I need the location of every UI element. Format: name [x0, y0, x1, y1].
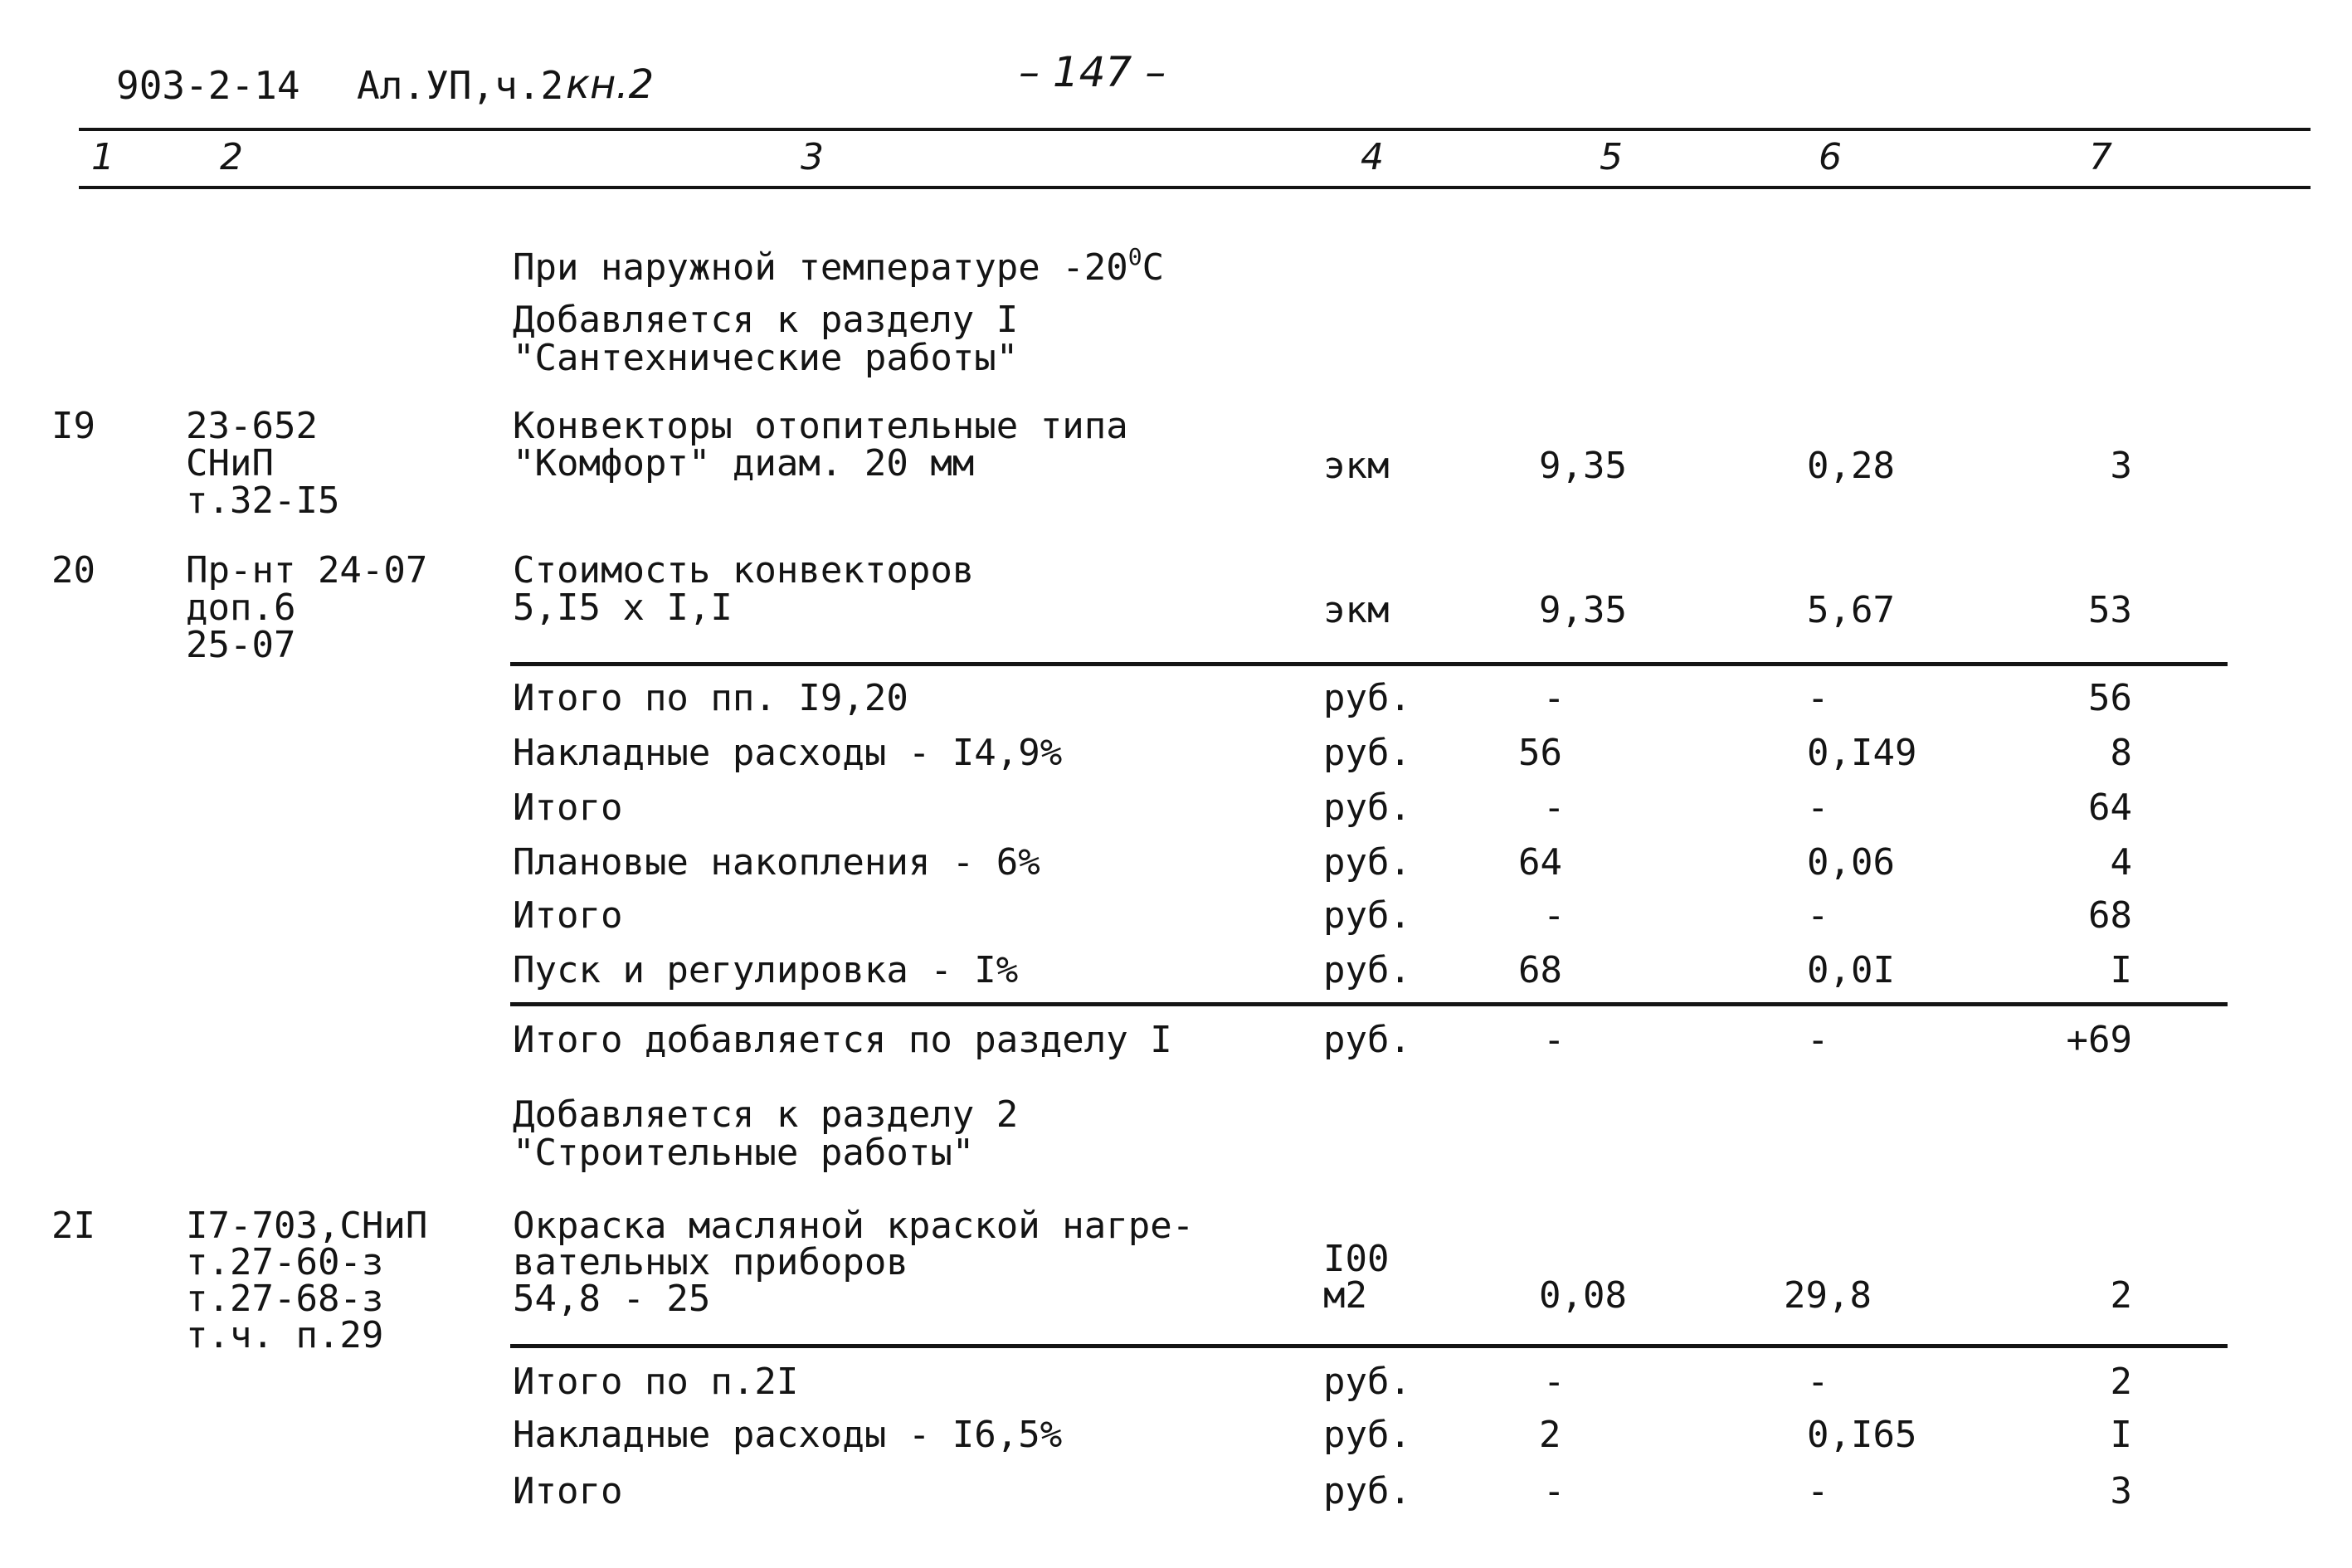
summary-base: 2 [1539, 1414, 1561, 1456]
item21-desc-line1: Окраска масляной краской нагре- [513, 1205, 1195, 1247]
summary-total: 4 [2110, 841, 2132, 884]
summary-total: 8 [2110, 732, 2132, 774]
item20-price: 5,67 [1807, 589, 1895, 631]
item21-ref-line3: т.27-68-з [186, 1278, 384, 1320]
subtotal-rule-1 [510, 662, 2228, 666]
album-ref: Ал.УП,ч.2 [357, 63, 564, 108]
summary-total: I [2110, 1414, 2132, 1456]
summary-unit: руб. [1323, 786, 1411, 829]
summary-rate: - [1807, 1361, 1829, 1403]
column-header-5: 5 [1600, 136, 1623, 178]
summary-total: 2 [2110, 1361, 2132, 1403]
item19-unit: экм [1323, 445, 1390, 487]
summary-total: 56 [2088, 677, 2132, 719]
section2-heading-line2: "Строительные работы" [513, 1132, 975, 1174]
book-ref: кн.2 [566, 61, 655, 108]
summary-label: Итого [513, 786, 623, 829]
item20-total: 53 [2088, 589, 2132, 631]
summary-base: 64 [1518, 841, 1562, 884]
section1-total-rate: - [1807, 1019, 1829, 1061]
item21-ref-line4: т.ч. п.29 [186, 1314, 384, 1356]
summary-label: Итого [513, 1470, 623, 1512]
item19-ref-line2: СНиП [186, 442, 274, 485]
column-header-1: 1 [91, 136, 114, 178]
summary-base: - [1543, 1470, 1566, 1512]
summary-unit: руб. [1323, 732, 1411, 774]
column-header-4: 4 [1361, 136, 1384, 178]
item20-number: 20 [51, 549, 95, 592]
section1-heading-line1: Добавляется к разделу I [513, 299, 1019, 341]
summary-label: Накладные расходы - I4,9% [513, 732, 1063, 774]
summary-label: Плановые накопления - 6% [513, 841, 1040, 884]
summary-label: Итого по пп. I9,20 [513, 677, 908, 719]
item21-unit-line2: м2 [1323, 1274, 1367, 1317]
summary-total: 64 [2088, 786, 2132, 829]
summary-unit: руб. [1323, 894, 1411, 937]
item19-total: 3 [2110, 445, 2132, 487]
section1-total-value: +69 [2066, 1019, 2132, 1061]
column-header-6: 6 [1819, 136, 1842, 178]
summary-unit: руб. [1323, 1361, 1411, 1403]
summary-rate: - [1807, 894, 1829, 937]
summary-rate: 0,06 [1807, 841, 1895, 884]
item20-unit: экм [1323, 589, 1390, 631]
item20-qty: 9,35 [1539, 589, 1627, 631]
summary-label: Итого [513, 894, 623, 937]
subtotal-rule-3 [510, 1344, 2228, 1348]
summary-rate: - [1807, 677, 1829, 719]
item21-desc-line3: 54,8 - 25 [513, 1278, 711, 1320]
summary-unit: руб. [1323, 1470, 1411, 1512]
summary-label: Пуск и регулировка - I% [513, 949, 1019, 991]
section2-heading-line1: Добавляется к разделу 2 [513, 1093, 1019, 1136]
item19-ref-line3: т.32-I5 [186, 480, 340, 522]
summary-total: 68 [2088, 894, 2132, 937]
header-bottom-rule [79, 186, 2311, 189]
section1-total-unit: руб. [1323, 1019, 1411, 1061]
item20-desc-line1: Стоимость конвекторов [513, 549, 975, 592]
item21-total: 2 [2110, 1274, 2132, 1317]
summary-base: - [1543, 786, 1566, 829]
summary-unit: руб. [1323, 677, 1411, 719]
item19-qty: 9,35 [1539, 445, 1627, 487]
header-top-rule [79, 128, 2311, 131]
item21-price: 29,8 [1784, 1274, 1872, 1317]
summary-rate: 0,I65 [1807, 1414, 1917, 1456]
summary-rate: - [1807, 786, 1829, 829]
summary-base: 68 [1518, 949, 1562, 991]
summary-unit: руб. [1323, 841, 1411, 884]
item20-ref-line3: 25-07 [186, 624, 296, 666]
item21-number: 2I [51, 1205, 95, 1247]
summary-label: Итого по п.2I [513, 1361, 799, 1403]
item19-desc-line2: "Комфорт" диам. 20 мм [513, 442, 975, 485]
section1-total-label: Итого добавляется по разделу I [513, 1019, 1172, 1061]
summary-unit: руб. [1323, 1414, 1411, 1456]
doc-code: 903-2-14 [116, 63, 300, 108]
summary-unit: руб. [1323, 949, 1411, 991]
page-number: – 147 – [1019, 48, 1166, 96]
item19-desc-line1: Конвекторы отопительные типа [513, 405, 1128, 447]
summary-rate: 0,I49 [1807, 732, 1917, 774]
item21-unit-line1: I00 [1323, 1238, 1390, 1280]
item19-ref-line1: 23-652 [186, 405, 318, 447]
column-header-2: 2 [220, 136, 243, 178]
item20-ref-line1: Пр-нт 24-07 [186, 549, 428, 592]
summary-total: 3 [2110, 1470, 2132, 1512]
summary-base: 56 [1518, 732, 1562, 774]
summary-base: - [1543, 677, 1566, 719]
item21-desc-line2: вательных приборов [513, 1241, 908, 1283]
summary-label: Накладные расходы - I6,5% [513, 1414, 1063, 1456]
section1-total-base: - [1543, 1019, 1566, 1061]
item21-ref-line1: I7-703,СНиП [186, 1205, 428, 1247]
section-condition: При наружной температуре $-20^0С$ [513, 243, 1165, 289]
item21-ref-line2: т.27-60-з [186, 1241, 384, 1283]
summary-base: - [1543, 1361, 1566, 1403]
summary-total: I [2110, 949, 2132, 991]
item21-qty: 0,08 [1539, 1274, 1627, 1317]
item19-number: I9 [51, 405, 95, 447]
section1-heading-line2: "Сантехнические работы" [513, 337, 1019, 379]
item20-desc-line2: 5,I5 x I,I [513, 587, 733, 629]
item20-ref-line2: доп.6 [186, 587, 296, 629]
summary-rate: - [1807, 1470, 1829, 1512]
summary-rate: 0,0I [1807, 949, 1895, 991]
item19-price: 0,28 [1807, 445, 1895, 487]
column-header-7: 7 [2089, 136, 2112, 178]
summary-base: - [1543, 894, 1566, 937]
subtotal-rule-2 [510, 1002, 2228, 1006]
column-header-3: 3 [801, 136, 824, 178]
